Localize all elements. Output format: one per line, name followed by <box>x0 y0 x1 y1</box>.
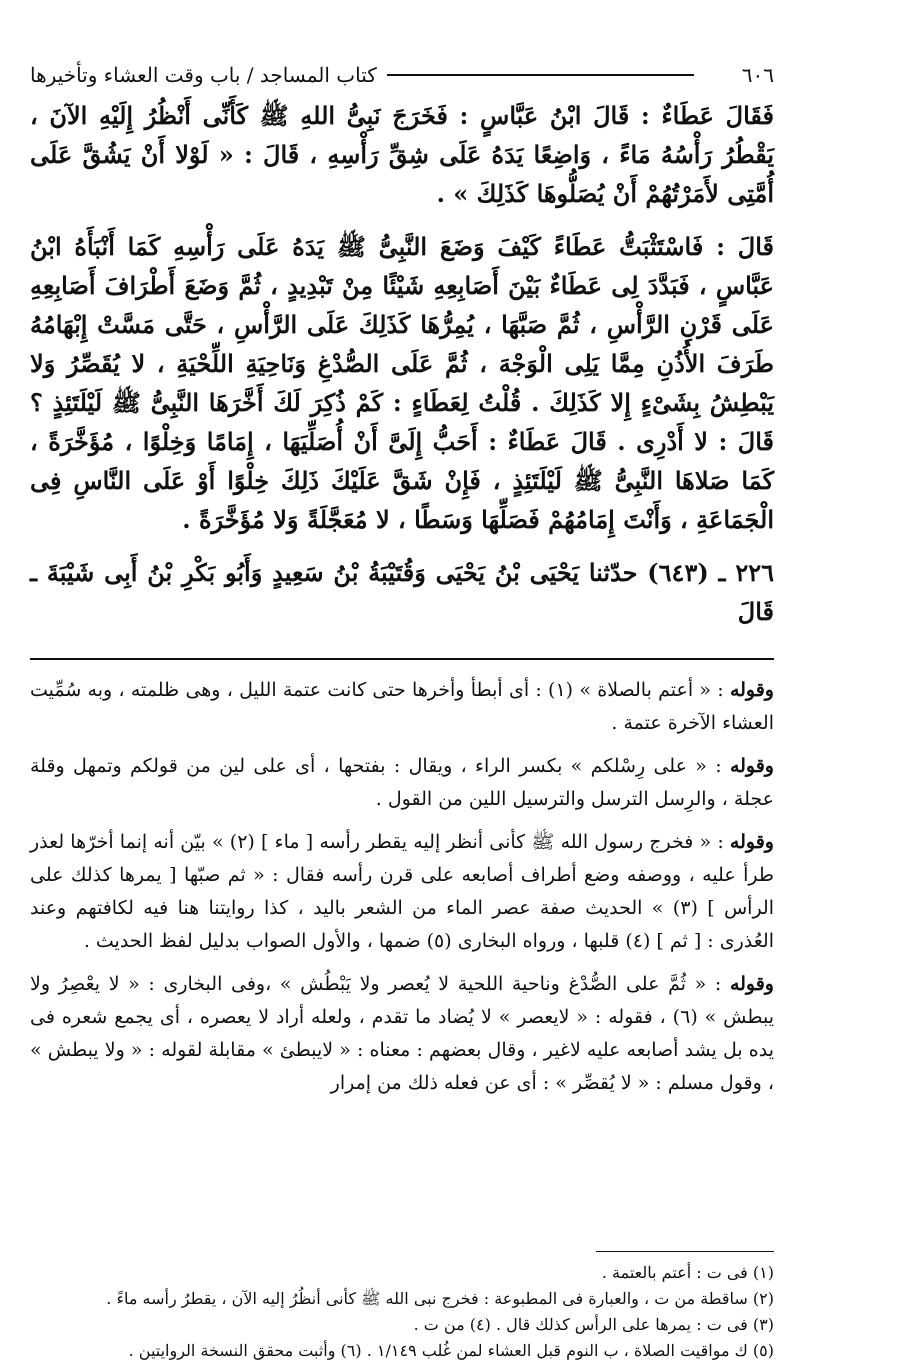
page-number: ٦٠٦ <box>741 63 774 87</box>
running-title: كتاب المساجد / باب وقت العشاء وتأخيرها <box>30 63 377 87</box>
main-paragraph: قَالَ : فَاسْتَثْبَتُّ عَطَاءً كَيْفَ وَضَعَ النَّبِىُّ ﷺ يَدَهُ عَلَى رَأْسِهِ كَمَا أَنْبَأَهُ ابْنُ عَبَّاسٍ ، فَبَدَّدَ لِى عَطَاءٌ بَيْنَ أَصَابِعِهِ شَيْئًا مِنْ تَبْدِيدٍ ، ثُمَّ وَضَعَ أَطْرَافَ أَصَابِعِهِ عَلَى قَرْنِ الرَّأْسِ ، ثُمَّ صَبَّهَا ، يُمِرُّهَا كَذَلِكَ عَلَى الرَّأْسِ ، حَتَّى مَسَّتْ إِبْهَامُهُ طَرَفَ الأُذُنِ مِمَّا يَلِى الْوَجْهَ ، ثُمَّ عَلَى الصُّدْغِ وَنَاحِيَةِ اللِّحْيَةِ ، لا يُقَصِّرُ وَلا يَبْطِشُ بِشَىْءٍ إِلا كَذَلِكَ . قُلْتُ لِعَطَاءٍ : كَمْ ذُكِرَ لَكَ أَخَّرَهَا النَّبِىُّ ﷺ لَيْلَتَئِذٍ ؟ قَالَ : لا أَدْرِى . قَالَ عَطَاءٌ : أَحَبُّ إِلَىَّ أَنْ أُصَلِّيَهَا ، إِمَامًا وَخِلْوًا ، مُؤَخَّرَةً ، كَمَا صَلاهَا النَّبِىُّ ﷺ لَيْلَتَئِذٍ ، فَإِنْ شَقَّ عَلَيْكَ ذَلِكَ خِلْوًا أَوْ عَلَى النَّاسِ فِى الْجَمَاعَةِ ، وَأَنْتَ إِمَامُهُمْ فَصَلِّهَا وَسَطًا ، لا مُعَجَّلَةً وَلا مُؤَخَّرَةً . <box>30 232 775 534</box>
commentary-text: : « فخرج رسول الله ﷺ كأنى أنظر إليه يقطر رأسه [ ماء ] (٢) » بيّن أنه إنما أخرّها لعذر طرأ عليه ، ووصفه وضع أطراف أصابعه على قرن رأسه فقال : « ثم صبّها [ يمرها كذلك على الرأس ] (٣) » الحديث صفة عصر الماء من الشعر باليد ، كذا روايتنا هنا فيه لكافتهم وعند العُذرى : [ ثم ] (٤) قلبها ، ورواه البخارى (٥) ضمها ، والأول الصواب بدليل لفظ الحديث . <box>30 831 775 952</box>
footnote: (٥) ك مواقيت الصلاة ، ب النوم قبل العشاء لمن غُلب ١/١٤٩ . (٦) وأثبت محقق النسخة الروايتين . <box>128 1341 774 1360</box>
footnote: (٢) ساقطة من ت ، والعبارة فى المطبوعة : فخرج نبى الله ﷺ كأنى أنظُرُ إليه الآن ، يقطرُ رأسه ماءً . <box>106 1289 774 1308</box>
footnote-separator <box>596 1251 774 1252</box>
commentary-text: : « أعتم بالصلاة » (١) : أى أبطأ وأخرها حتى كانت عتمة الليل ، وهى ظلمته ، وبه سُمِّيت العشاء الآخرة عتمة . <box>30 679 774 734</box>
running-header <box>30 60 774 90</box>
commentary-text: : « ثُمَّ على الصُّدْغ وناحية اللحية لا يُعصر ولا يَبْطُش » ،وفى البخارى : « لا يعْصِرُ ولا يبطش » (٦) ، فقوله : « لايعصر » لا يُضاد ما تقدم ، ولعله أراد لا يعصره ، أى يجمع شعره فى يده بل يشد أصابعه عليه لاغير ، وقال بعضهم : معناه : « لايبطئ » مقابلة لقوله : « ولا يبطش » ، وقول مسلم : « لا يُقصِّر » : أى عن فعله ذلك من إمرار <box>30 973 774 1094</box>
commentary-lead: وقوله <box>729 755 774 777</box>
commentary-text: : « على رِسْلكم » بكسر الراء ، ويقال : بفتحها ، أى على لين من قولكم وتمهل وقلة عجلة ، والرِسل الترسل والترسيل اللين من القول . <box>30 755 774 810</box>
commentary-lead: وقوله <box>729 679 774 701</box>
commentary-paragraph <box>30 674 774 740</box>
main-paragraph: فَقَالَ عَطَاءٌ : قَالَ ابْنُ عَبَّاسٍ : فَخَرَجَ نَبِىُّ اللهِ ﷺ كَأَنِّى أَنْظُرُ إِلَيْهِ الآنَ ، يَقْطُرُ رَأْسُهُ مَاءً ، وَاضِعًا يَدَهُ عَلَى شِقِّ رَأْسِهِ ، قَالَ : « لَوْلا أَنْ يَشُقَّ عَلَى أُمَّتِى لأَمَرْتُهُمْ أَنْ يُصَلُّوهَا كَذَلِكَ » . <box>30 101 774 208</box>
commentary-lead: وقوله <box>729 831 774 853</box>
main-text <box>30 96 774 645</box>
commentary-section <box>30 674 774 1110</box>
commentary-lead: وقوله <box>729 973 774 995</box>
hadith-chain: ٢٢٦ ـ (٦٤٣) حدّثنا يَحْيَى بْنُ يَحْيَى وَقُتَيْبَةُ بْنُ سَعِيدٍ وَأَبُو بَكْرِ بْنُ أَبِى شَيْبَةَ ـ قَالَ <box>30 558 774 626</box>
footnotes <box>30 1260 774 1364</box>
commentary-paragraph <box>30 750 774 816</box>
header-rule <box>387 74 694 76</box>
footnote: (٣) فى ت : يمرها على الرأس كذلك قال . (٤) من ت . <box>413 1315 774 1334</box>
commentary-separator <box>30 658 774 660</box>
book-page <box>30 60 774 1360</box>
commentary-paragraph <box>30 968 774 1100</box>
footnote: (١) فى ت : أعتم بالعتمة . <box>601 1263 774 1282</box>
commentary-paragraph <box>30 826 774 958</box>
